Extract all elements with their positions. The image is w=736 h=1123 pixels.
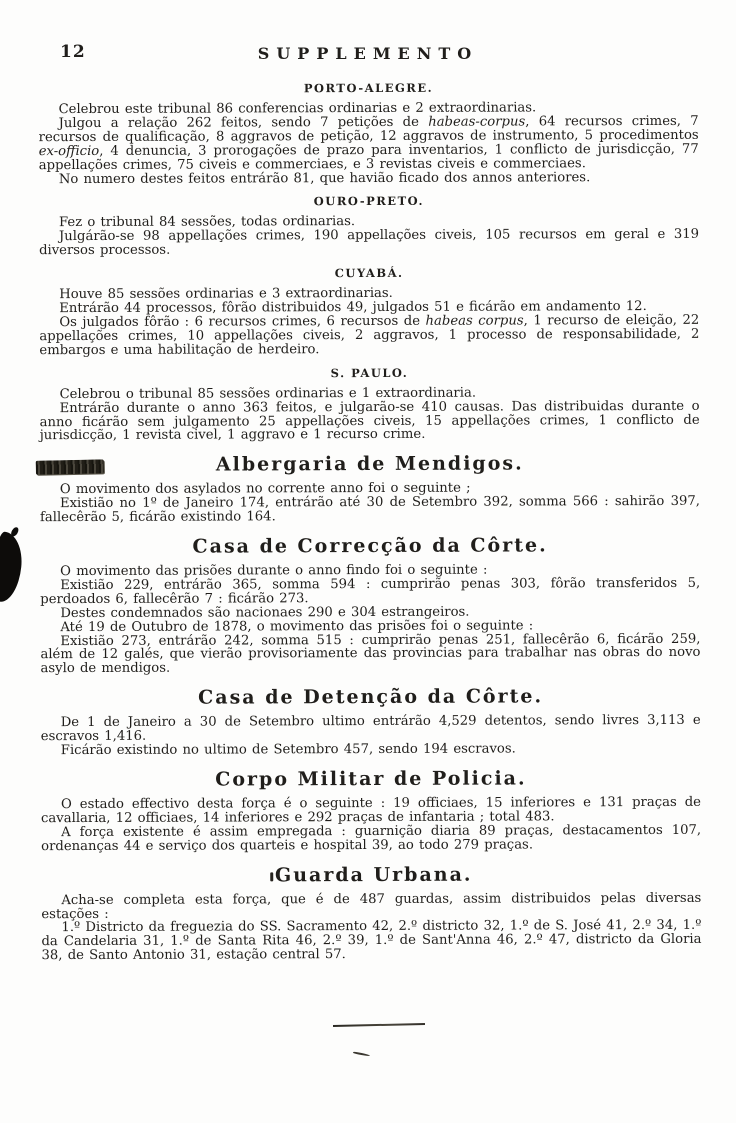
text-run: , 4 denuncia, 3 prorogações de prazo para inventarios, 1 conflicto de jurisdicção, 77 appellações crimes, 75 civeis e commerciaes, e 3 revistas civeis e commerciaes.	[38, 141, 699, 173]
paragraph: A força existente é assim empregada : guarnição diaria 89 praças, destacamentos 107, ordenanças 44 e serviço dos quarteis e hospital 39, ao todo 279 praças.	[41, 822, 702, 854]
paragraph: O movimento dos asylados no corrente anno foi o seguinte ;	[59, 480, 471, 498]
text-run: Julgou a relação 262 feitos, sendo 7 petições de	[58, 114, 429, 131]
page-body	[38, 80, 701, 963]
page-header	[0, 0, 736, 72]
section-corpo-militar-de-policia	[41, 767, 701, 854]
section-heading-ouro-preto: OURO-PRETO.	[313, 194, 425, 209]
paragraph: Houve 85 sessões ordinarias e 3 extraordinarias.	[59, 286, 393, 303]
paragraph: Existião 273, entrárão 242, somma 515 : cumprirão penas 251, fallecêrão 6, ficárão 259, além de 12 galés, que vierão provisoriamente das provincias para trabalhar nas obras do novo asylo de mendigos.	[40, 631, 701, 677]
paragraph: Celebrou o tribunal 85 sessões ordinarias e 1 extraordinaria.	[59, 385, 477, 402]
ink-smudge-artifact	[36, 460, 104, 475]
paragraph: Ficárão existindo no ultimo de Setembro 457, sendo 194 escravos.	[60, 741, 516, 759]
paragraph: Existião no 1º de Janeiro 174, entrárão até 30 de Setembro 392, somma 566 : sahirão 397, fallecêrão 5, ficárão existindo 164.	[39, 494, 700, 526]
paragraph: Fez o tribunal 84 sessões, todas ordinarias.	[58, 214, 356, 231]
section-s-paulo	[39, 365, 699, 444]
paragraph: Destes condemnados são nacionaes 290 e 304 estrangeiros.	[60, 604, 470, 621]
paragraph: Entrárão 44 processos, fôrão distribuidos 49, julgados 51 e ficárão em andamento 12.	[59, 299, 647, 317]
paragraph: De 1 de Janeiro a 30 de Setembro ultimo entrárão 4,529 detentos, sendo livres 3,113 e escravos 1,416.	[40, 713, 701, 745]
paragraph	[39, 115, 699, 173]
section-heading-casa-de-detencao: Casa de Detenção da Côrte.	[198, 685, 544, 709]
section-casa-de-correccao	[40, 534, 700, 677]
section-end-rule	[333, 1023, 425, 1027]
paragraph: O movimento das prisões durante o anno findo foi o seguinte :	[60, 562, 488, 580]
section-heading-cuyaba: CUYABÁ.	[334, 266, 404, 281]
italic-run: habeas corpus	[425, 313, 524, 329]
paragraph	[39, 314, 699, 358]
section-casa-de-detencao	[41, 685, 701, 758]
section-cuyaba	[39, 265, 699, 358]
paragraph: No numero destes feitos entrárão 81, que havião ficado dos annos anteriores.	[58, 169, 591, 187]
text-run: Os julgados fôrão : 6 recursos crimes, 6 recursos de	[59, 313, 426, 331]
paragraph: Até 19 de Outubro de 1878, o movimento das prisões foi o seguinte :	[60, 618, 534, 635]
section-heading-casa-de-correccao: Casa de Correcção da Côrte.	[192, 534, 548, 558]
paragraph: Celebrou este tribunal 86 conferencias ordinarias e 2 extraordinarias.	[58, 100, 537, 118]
paragraph: O estado effectivo desta força é o seguinte : 19 officiaes, 15 inferiores e 131 praças de cavallaria, 12 officiaes, 14 inferiores e 292 praças de infantaria ; total 483.	[41, 794, 702, 827]
section-heading-porto-alegre: PORTO-ALEGRE.	[303, 80, 434, 96]
italic-run: habeas-corpus	[428, 114, 526, 130]
italic-run: ex-officio	[38, 143, 100, 159]
paragraph: Julgárão-se 98 appellações crimes, 190 appellações civeis, 105 recursos em geral e 319 diversos processos.	[39, 227, 700, 259]
ink-blot-artifact	[0, 531, 25, 603]
paragraph: Entrárão durante o anno 363 feitos, e julgarão-se 410 causas. Das distribuidas durante o anno ficárão sem julgamento 25 appellações civeis, 15 appellações crimes, 1 conflicto de jurisdicção, 1 revista civel, 1 aggravo e 1 recurso crime.	[39, 398, 700, 444]
section-guarda-urbana	[41, 862, 701, 963]
page-number: 12	[60, 42, 86, 62]
section-heading-s-paulo: S. PAULO.	[330, 365, 409, 380]
page-title: SUPPLEMENTO	[257, 44, 479, 63]
paragraph: 1.º Districto da freguezia do SS. Sacramento 42, 2.º districto 32, 1.º de S. José 41, 2.º 34, 1.º da Candelaria 31, 1.º de Santa Rita 46, 2.º 39, 1.º de Sant'Anna 46, 2.º 47, districto da Gloria 38, de Santo Antonio 31, estação central 57.	[41, 918, 702, 964]
pen-squiggle-artifact	[353, 1051, 370, 1056]
text-run: , 64 recursos crimes, 7 recursos de qualificação, 8 aggravos de petição, 12 aggravos de instrumento, 5 procedimentos	[38, 113, 699, 145]
paragraph: Existião 229, entrárão 365, somma 594 : cumprirão penas 303, fôrão transferidos 5, perdoados 6, fallecêrão 7 : ficárão 273.	[40, 575, 701, 607]
section-heading-albergaria-de-mendigos: Albergaria de Mendigos.	[215, 452, 524, 476]
section-ouro-preto	[39, 193, 699, 258]
section-heading-corpo-militar-de-policia: Corpo Militar de Policia.	[215, 767, 527, 791]
section-porto-alegre	[38, 80, 698, 187]
section-albergaria-de-mendigos	[40, 452, 700, 525]
heading-text: Guarda Urbana.	[274, 863, 473, 886]
ink-speck-artifact	[270, 872, 273, 881]
paragraph: Acha-se completa esta força, que é de 487 guardas, assim distribuidos pelas diversas estações :	[41, 890, 702, 922]
text-run: , 1 recurso de eleição, 22 appellações crimes, 10 appellações civeis, 2 aggravos, 1 processo de responsabilidade, 2 embargos e uma habilitação de herdeiro.	[39, 312, 700, 358]
section-heading-guarda-urbana	[41, 862, 701, 886]
